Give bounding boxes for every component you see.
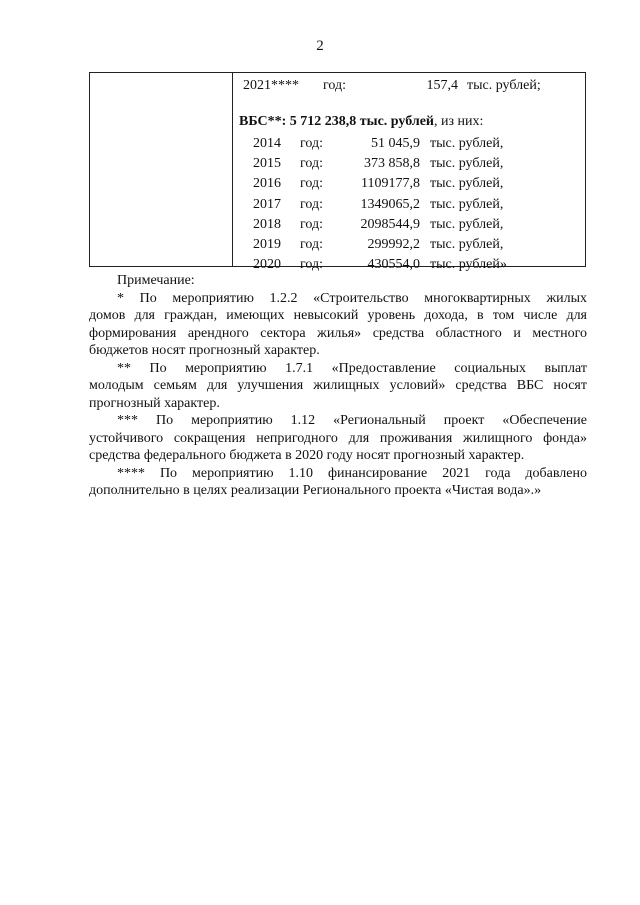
note-item-text: устойчивого сокращения непригодного для проживания жилищного фонда» средства федерального бюджета в 2020 году носят прогнозный характер. [89,430,587,463]
table-row [253,156,583,174]
table-column-divider [232,73,233,266]
notes-section [89,272,587,500]
table-row [253,176,583,194]
row-value: 51 045,9 [371,136,420,151]
row-unit: тыс. рублей; [467,78,541,93]
row-unit: тыс. рублей, [430,196,504,212]
row-unit: тыс. рублей, [430,176,504,192]
row-unit: тыс. рублей, [430,156,504,172]
row-label: год: [300,136,324,151]
row-value: 430554,0 [367,257,420,273]
row-label: год: [323,78,347,93]
note-item-first-line: *** По мероприятию 1.12 «Региональный проект «Обеспечение [117,413,587,428]
note-item-text: домов для граждан, имеющих невысокий уровень дохода, в том числе для формирования арендного сектора жилья» средства областного и местного бюджетов носят прогнозный характер. [89,308,587,358]
page-number: 2 [316,38,324,54]
row-label: год: [300,216,324,232]
financing-table [89,72,586,273]
row-value: 157,4 [426,78,458,93]
row-label: год: [300,257,324,273]
row-label: год: [300,176,324,192]
row-label: год: [300,156,324,172]
row-value: 2098544,9 [360,216,420,232]
notes-title: Примечание: [117,273,195,288]
note-item-text: молодым семьям для улучшения жилищных условий» средства ВБС носят прогнозный характер. [89,378,587,411]
row-label: год: [300,196,324,212]
table-row [253,136,583,154]
row-value: 1349065,2 [360,196,420,212]
row-year: 2017 [253,196,281,212]
row-value: 373 858,8 [364,156,420,172]
vbs-total [239,114,483,130]
row-unit: тыс. рублей, [430,216,504,232]
row-year: 2020 [253,257,281,273]
row-year: 2014 [253,136,281,151]
vbs-total-bold: ВБС**: 5 712 238,8 тыс. рублей [239,114,434,129]
note-item-first-line: **** По мероприятию 1.10 финансирование 2021 года добавлено [117,465,587,481]
row-value: 299992,2 [367,237,420,252]
table-row [253,197,583,215]
vbs-total-suffix: , из них: [434,114,484,129]
row-2021 [243,78,583,96]
table-row [253,217,583,235]
row-unit: тыс. рублей, [430,136,504,151]
note-item-first-line: ** По мероприятию 1.7.1 «Предоставление социальных выплат [117,360,587,376]
row-year: 2019 [253,237,281,252]
note-item-first-line: * По мероприятию 1.2.2 «Строительство многоквартирных жилых [117,290,587,306]
table-content-cell [239,73,581,273]
row-value: 1109177,8 [361,176,420,192]
row-year: 2015 [253,156,281,172]
note-item-text: дополнительно в целях реализации Регионального проекта «Чистая вода».» [89,483,542,498]
row-year: 2016 [253,176,281,192]
row-year: 2021**** [243,78,299,93]
row-label: год: [300,237,324,252]
row-unit: тыс. рублей, [430,237,504,252]
row-unit: тыс. рублей» [430,257,507,273]
row-year: 2018 [253,216,281,232]
table-row [253,237,583,255]
